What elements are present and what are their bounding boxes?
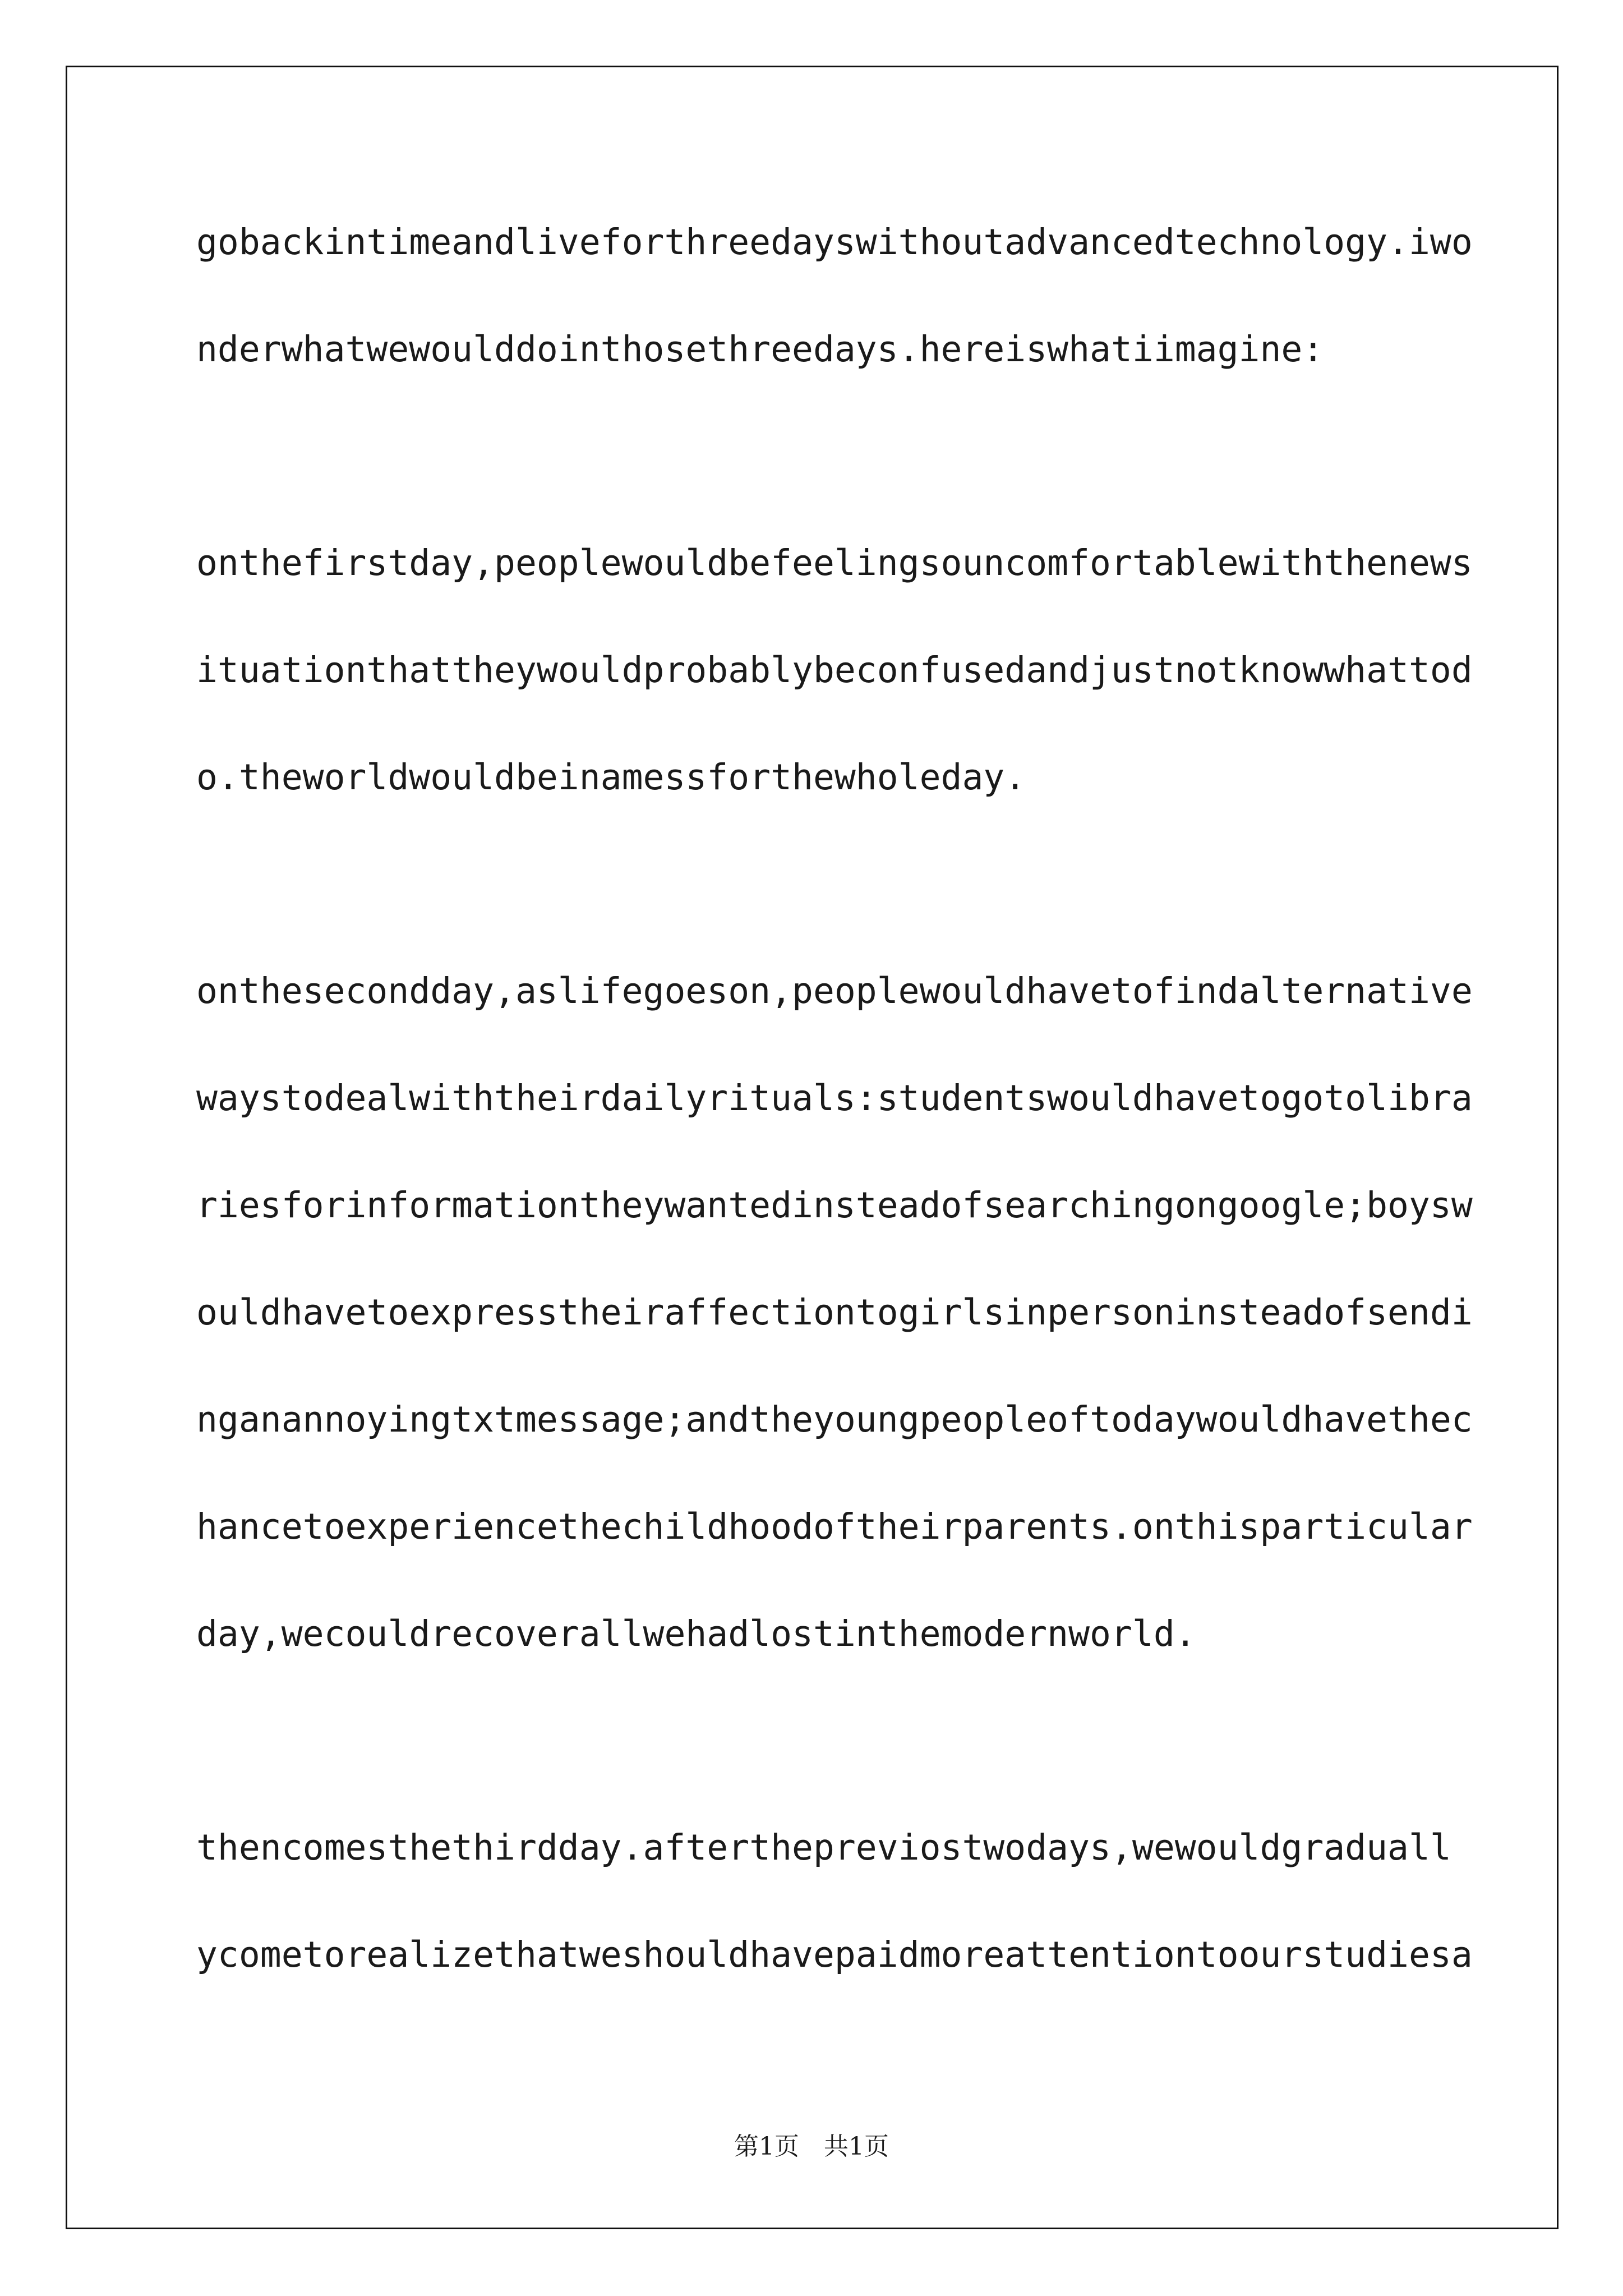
text-line: thencomesthethirdday.afterthepreviostwodays,wewouldgraduall [196,1827,1451,1868]
paragraph-4 [196,1827,1473,1975]
text-line: day,wecouldrecoverallwehadlostinthemodernworld. [196,1613,1196,1654]
text-line: o.theworldwouldbeinamessforthewholeday. [196,757,1026,798]
text-line: waystodealwiththeirdailyrituals:studentswouldhavetogotolibra [196,1078,1473,1119]
text-line: onthefirstday,peoplewouldbefeelingsouncomfortablewiththenews [196,542,1473,583]
text-line: nganannoyingtxtmessage;andtheyoungpeopleoftodaywouldhavethec [196,1399,1473,1440]
page-footer: 第1页 共1页 [734,2132,889,2161]
text-line: riesforinformationtheywantedinsteadofsearchingongoogle;boysw [196,1185,1473,1226]
text-line: ycometorealizethatweshouldhavepaidmoreattentiontoourstudiesa [196,1934,1473,1975]
text-line: onthesecondday,aslifegoeson,peoplewouldhavetofindalternative [196,970,1473,1011]
paragraph-3 [196,970,1473,1654]
paragraph-1 [196,222,1473,370]
paragraph-2 [196,542,1473,798]
text-line: nderwhatwewoulddointhosethreedays.hereiswhatiimagine: [196,329,1324,370]
text-line: hancetoexperiencethechildhoodoftheirparents.onthisparticular [196,1506,1473,1547]
text-line: gobackintimeandliveforthreedayswithoutadvancedtechnology.iwo [196,222,1473,263]
text-line: ouldhavetoexpresstheiraffectiontogirlsinpersoninsteadofsendi [196,1292,1473,1333]
text-line: ituationthattheywouldprobablybeconfusedandjustnotknowwhattod [196,650,1473,691]
document-body [196,222,1473,1975]
